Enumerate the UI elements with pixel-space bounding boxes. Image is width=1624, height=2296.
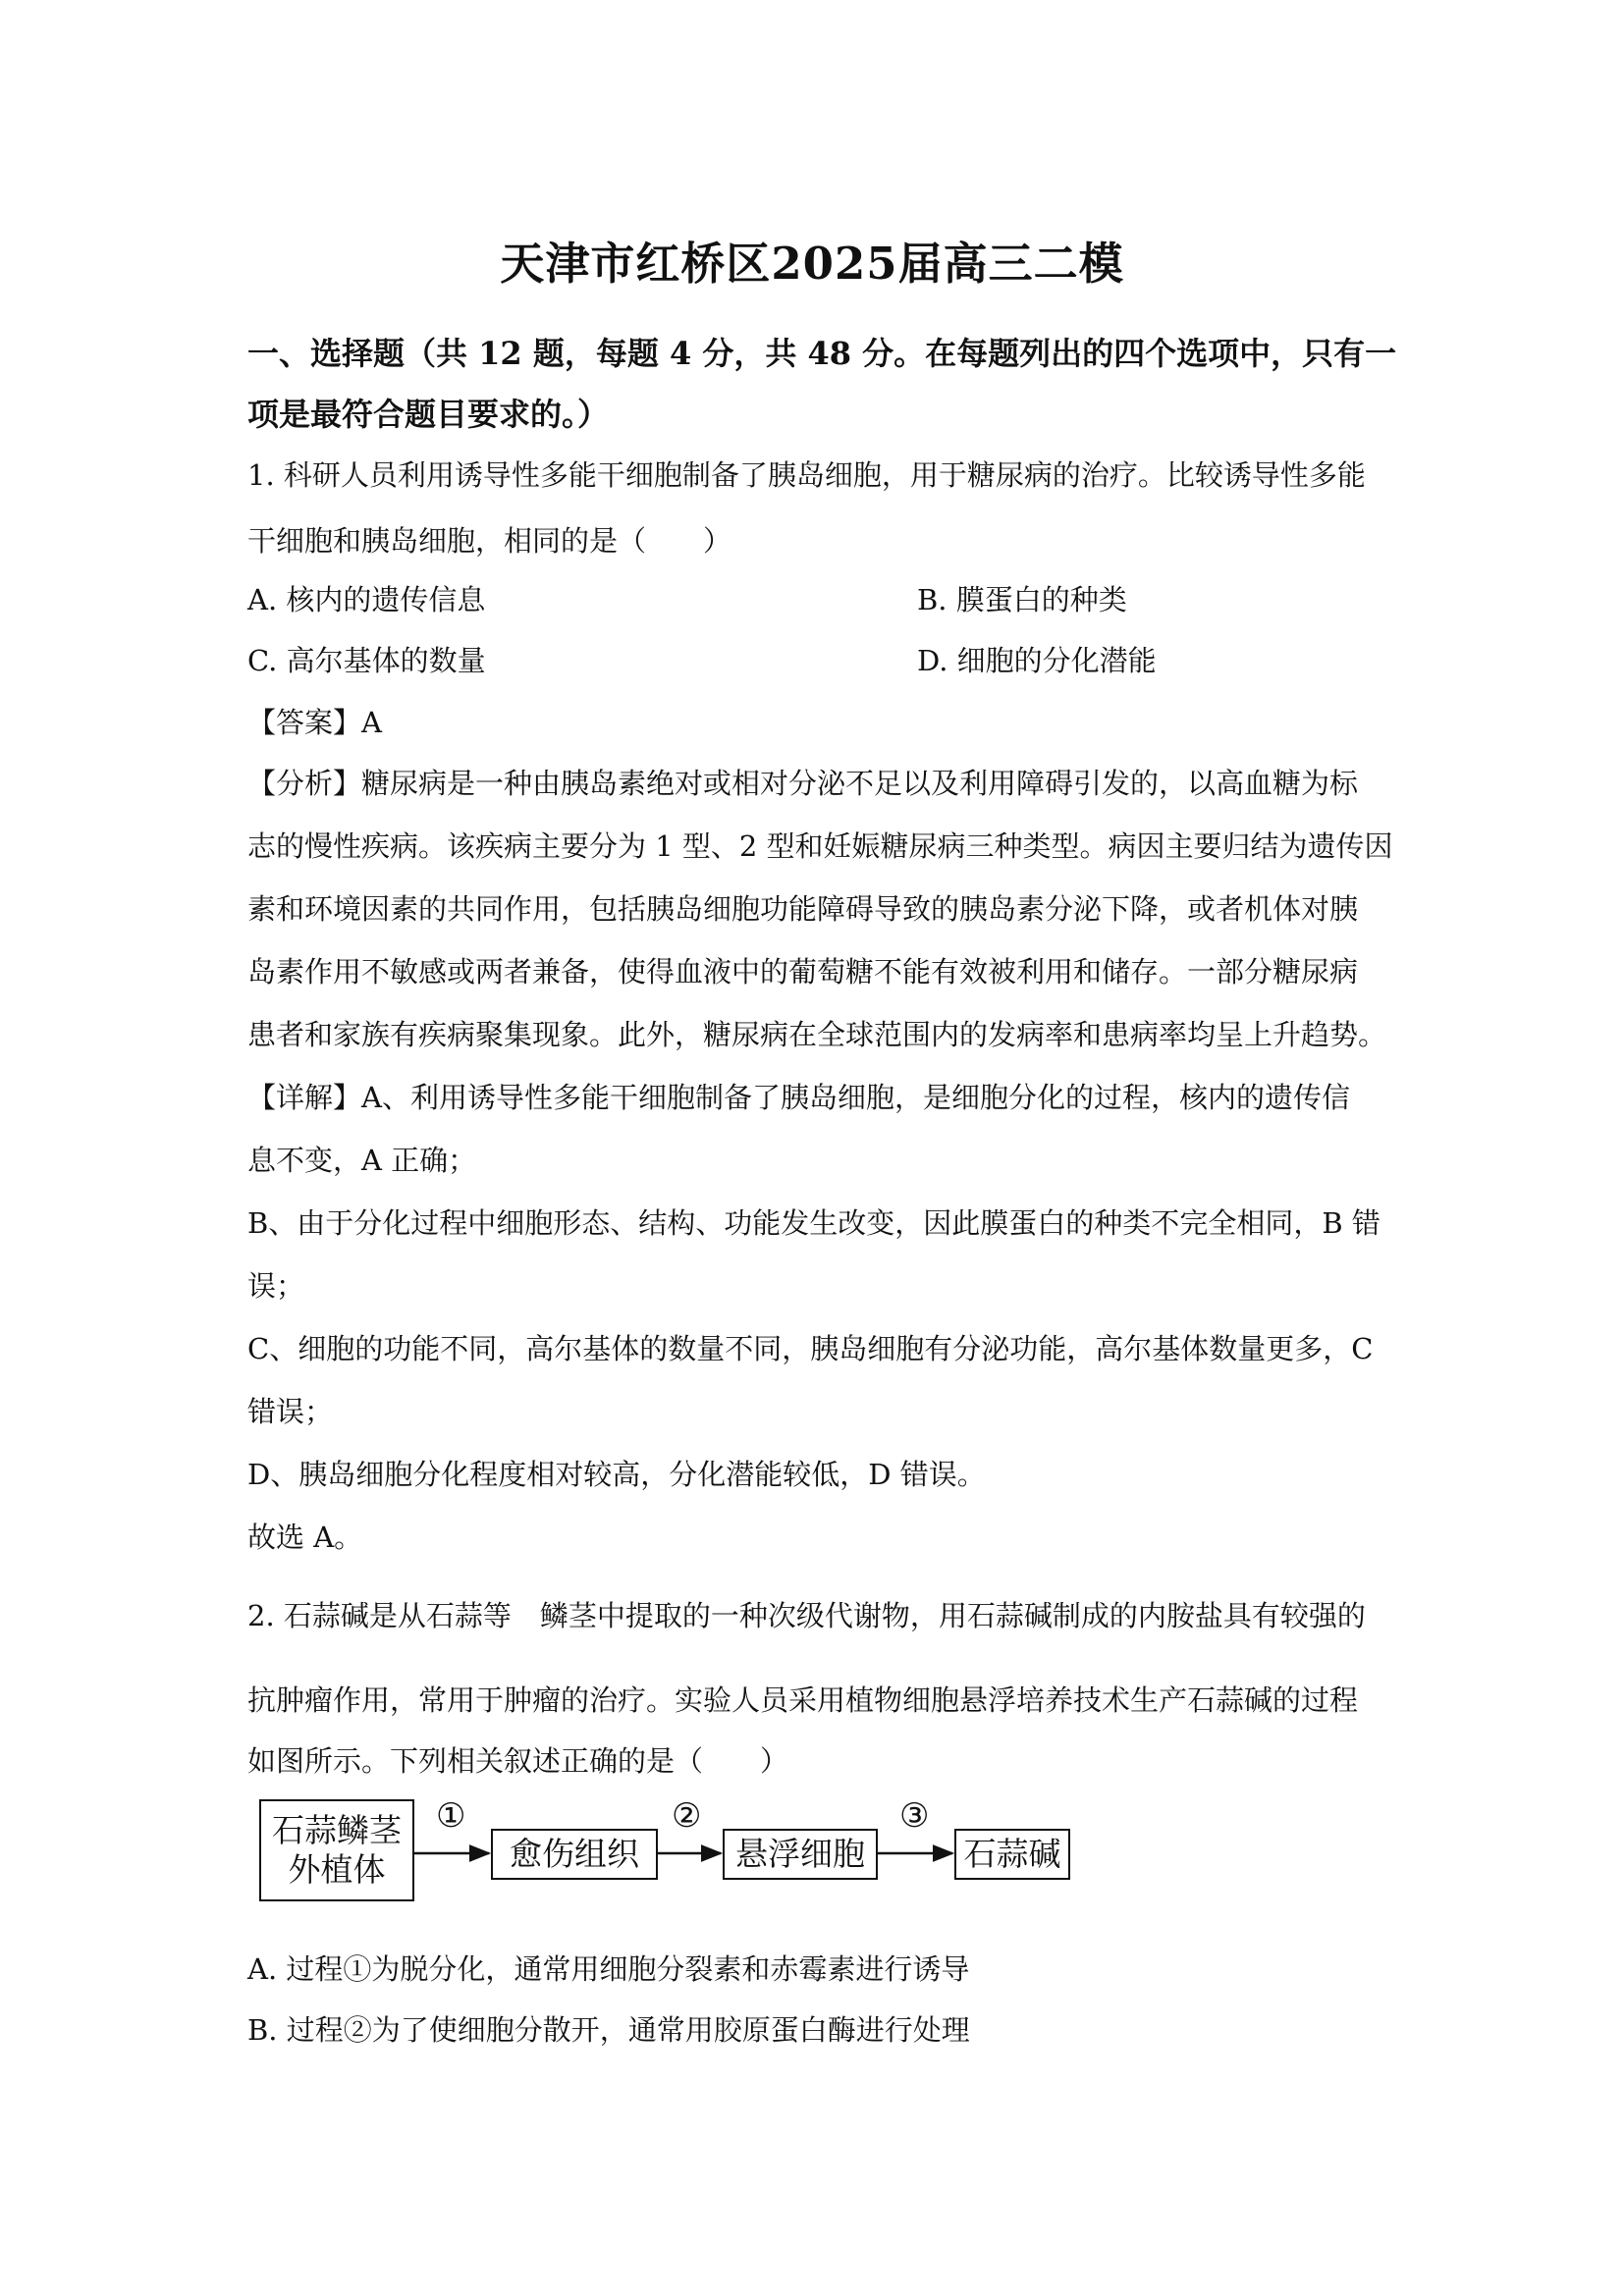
page-title: 天津市红桥区2025届高三二模 — [500, 238, 1124, 290]
q1-stem-line1: 1. 科研人员利用诱导性多能干细胞制备了胰岛细胞，用于糖尿病的治疗。比较诱导性多能 — [247, 458, 1366, 492]
q1-analysis-line: 素和环境因素的共同作用，包括胰岛细胞功能障碍导致的胰岛素分泌下降，或者机体对胰 — [247, 892, 1359, 926]
box-suspension-cells: 悬浮细胞 — [723, 1829, 878, 1880]
step-2-label: ② — [672, 1796, 702, 1836]
q2-option-b: B. 过程②为了使细胞分散开，通常用胶原蛋白酶进行处理 — [247, 2013, 970, 2047]
box-explant-line2: 外植体 — [288, 1850, 386, 1889]
q2-stem-line: 抗肿瘤作用，常用于肿瘤的治疗。实验人员采用植物细胞悬浮培养技术生产石蒜碱的过程 — [247, 1683, 1359, 1717]
q1-analysis-line: 【分析】糖尿病是一种由胰岛素绝对或相对分泌不足以及利用障碍引发的，以高血糖为标 — [247, 767, 1359, 800]
q1-detail-line: D、胰岛细胞分化程度相对较高，分化潜能较低，D 错误。 — [247, 1458, 986, 1491]
section-heading-line1: 一、选择题（共 12 题，每题 4 分，共 48 分。在每题列出的四个选项中，只有一 — [247, 335, 1397, 372]
q1-analysis-line: 志的慢性疾病。该疾病主要分为 1 型、2 型和妊娠糖尿病三种类型。病因主要归结为遗传因 — [247, 829, 1393, 863]
q1-detail-line: 息不变，A 正确； — [247, 1144, 477, 1177]
box-explant — [259, 1799, 414, 1901]
q1-option-b: B. 膜蛋白的种类 — [917, 583, 1127, 616]
step-1-label: ① — [436, 1796, 466, 1836]
q1-detail-line: 【详解】A、利用诱导性多能干细胞制备了胰岛细胞，是细胞分化的过程，核内的遗传信 — [247, 1081, 1350, 1114]
q1-detail-line: 错误； — [247, 1395, 334, 1428]
box-callus: 愈伤组织 — [491, 1829, 658, 1880]
q1-detail-line: 误； — [247, 1269, 305, 1303]
q2-option-a: A. 过程①为脱分化，通常用细胞分裂素和赤霉素进行诱导 — [247, 1952, 970, 1986]
box-lycorine: 石蒜碱 — [954, 1829, 1070, 1880]
box-explant-line1: 石蒜鳞茎 — [272, 1811, 402, 1849]
q1-analysis-line: 患者和家族有疾病聚集现象。此外，糖尿病在全球范围内的发病率和患病率均呈上升趋势。 — [247, 1018, 1387, 1051]
q1-stem-line2: 干细胞和胰岛细胞，相同的是（ ） — [247, 524, 732, 558]
q2-stem-line: 2. 石蒜碱是从石蒜等 鳞茎中提取的一种次级代谢物，用石蒜碱制成的内胺盐具有较强的 — [247, 1599, 1366, 1632]
q1-analysis-line: 岛素作用不敏感或两者兼备，使得血液中的葡萄糖不能有效被利用和储存。一部分糖尿病 — [247, 955, 1359, 988]
section-heading-line2: 项是最符合题目要求的。） — [247, 396, 610, 433]
process-flow-diagram — [255, 1796, 1080, 1904]
q2-stem-line: 如图所示。下列相关叙述正确的是（ ） — [247, 1744, 789, 1778]
q1-detail-line: C、细胞的功能不同，高尔基体的数量不同，胰岛细胞有分泌功能，高尔基体数量更多，C — [247, 1332, 1374, 1365]
q1-option-d: D. 细胞的分化潜能 — [917, 644, 1157, 677]
q1-option-c: C. 高尔基体的数量 — [247, 644, 486, 677]
q1-detail-line: B、由于分化过程中细胞形态、结构、功能发生改变，因此膜蛋白的种类不完全相同，B 错 — [247, 1206, 1380, 1240]
q1-option-a: A. 核内的遗传信息 — [247, 583, 486, 616]
q1-answer: 【答案】A — [247, 706, 382, 739]
q1-detail-line: 故选 A。 — [247, 1521, 363, 1554]
step-3-label: ③ — [899, 1796, 930, 1836]
